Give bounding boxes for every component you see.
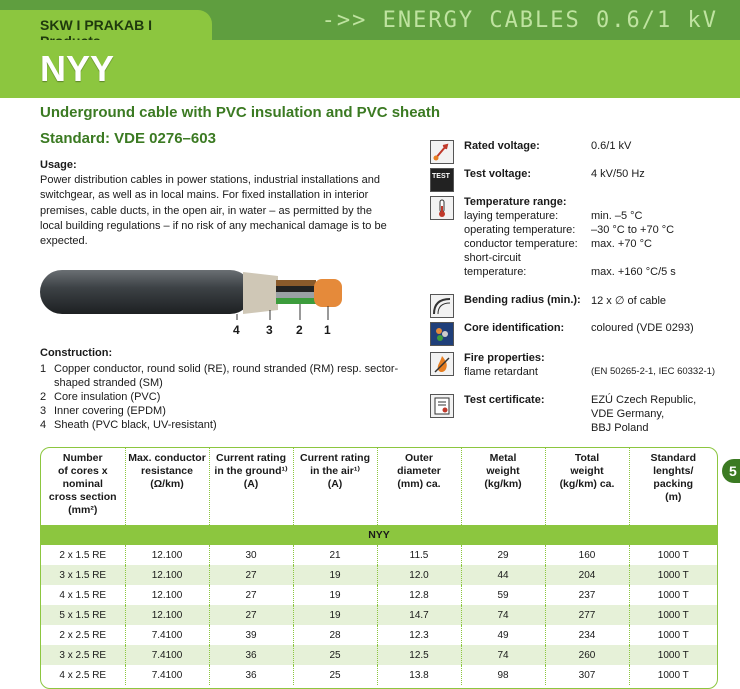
construction-list — [40, 362, 400, 432]
table-cell: 27 — [209, 605, 293, 625]
table-row — [41, 585, 717, 605]
page-title: NYY — [40, 48, 115, 89]
copper-conductor — [314, 279, 342, 307]
table-cell: 13.8 — [377, 665, 461, 685]
construction-item: 2 Core insulation (PVC) — [40, 391, 161, 403]
table-cell: 3 x 2.5 RE — [41, 645, 125, 665]
table-cell: 3 x 1.5 RE — [41, 565, 125, 585]
table-cell: 12.100 — [125, 545, 209, 565]
table-cell: 7.4100 — [125, 665, 209, 685]
table-header-row — [41, 448, 717, 525]
table-cell: 30 — [209, 545, 293, 565]
page-number-badge: 5 — [722, 459, 740, 483]
bending-icon — [430, 294, 454, 318]
table-cell: 25 — [293, 645, 377, 665]
table-cell: 2 x 2.5 RE — [41, 625, 125, 645]
table-cell: 1000 T — [629, 645, 717, 665]
table-cell: 234 — [545, 625, 629, 645]
table-cell: 12.100 — [125, 565, 209, 585]
usage-heading: Usage: — [40, 159, 77, 171]
table-cell: 5 x 1.5 RE — [41, 605, 125, 625]
table-cell: 1000 T — [629, 605, 717, 625]
table-cell: 1000 T — [629, 565, 717, 585]
table-cell: 39 — [209, 625, 293, 645]
thermometer-icon — [430, 196, 454, 220]
table-cell: 260 — [545, 645, 629, 665]
table-cell: 14.7 — [377, 605, 461, 625]
table-cell: 74 — [461, 645, 545, 665]
inner-covering-layer — [243, 272, 278, 314]
table-cell: 4 x 2.5 RE — [41, 665, 125, 685]
core-green-yellow — [276, 298, 320, 304]
table-cell: 160 — [545, 545, 629, 565]
cable-illustration — [38, 262, 358, 340]
column-header: Total weight (kg/km) ca. — [545, 448, 629, 525]
table-row — [41, 665, 717, 685]
test-icon: TEST — [430, 168, 454, 192]
table-cell: 12.100 — [125, 585, 209, 605]
table-cell: 21 — [293, 545, 377, 565]
table-cell: 307 — [545, 665, 629, 685]
column-header: Number of cores x nominal cross section (mm²) — [41, 448, 125, 525]
column-header: Metal weight (kg/km) — [461, 448, 545, 525]
series-label: ->> ENERGY CABLES 0.6/1 kV — [321, 8, 718, 33]
construction-heading: Construction: — [40, 347, 113, 359]
table-cell: 36 — [209, 665, 293, 685]
usage-text: Power distribution cables in power stations, industrial installations and switchgear, as well as in local mains. For fixed installation in interior premises, cable ducts, in the open air, in water – as permitted by the local building regulations – if no risk of any mechanical damage is to be expected. — [40, 174, 387, 248]
table-cell: 7.4100 — [125, 645, 209, 665]
table-cell: 98 — [461, 665, 545, 685]
standard-label: Standard: VDE 0276–603 — [40, 130, 216, 147]
sheath-layer — [40, 270, 252, 314]
product-subtitle: Underground cable with PVC insulation and PVC sheath — [40, 104, 441, 121]
table-cell: 12.5 — [377, 645, 461, 665]
table-cell: 12.0 — [377, 565, 461, 585]
cable-callout: 2 — [296, 323, 303, 337]
table-row — [41, 545, 717, 565]
table-cell: 29 — [461, 545, 545, 565]
cable-callout: 4 — [233, 323, 240, 337]
table-cell: 12.3 — [377, 625, 461, 645]
table-cell: 74 — [461, 605, 545, 625]
core-brown — [276, 280, 316, 286]
cable-callout: 1 — [324, 323, 331, 337]
table-cell: 19 — [293, 585, 377, 605]
table-cell: 277 — [545, 605, 629, 625]
column-header: Current rating in the ground¹⁾ (A) — [209, 448, 293, 525]
table-cell: 237 — [545, 585, 629, 605]
fire-icon — [430, 352, 454, 376]
table-cell: 36 — [209, 645, 293, 665]
specs-table-container — [40, 447, 718, 689]
table-cell: 25 — [293, 665, 377, 685]
table-row — [41, 625, 717, 645]
voltage-icon — [430, 140, 454, 164]
table-cell: 19 — [293, 605, 377, 625]
table-cell: 44 — [461, 565, 545, 585]
table-cell: 27 — [209, 585, 293, 605]
table-cell: 59 — [461, 585, 545, 605]
column-header: Max. conductor resistance (Ω/km) — [125, 448, 209, 525]
table-row — [41, 645, 717, 665]
construction-item: 4 Sheath (PVC black, UV-resistant) — [40, 419, 217, 431]
table-row — [41, 565, 717, 585]
table-cell: 204 — [545, 565, 629, 585]
table-cell: 19 — [293, 565, 377, 585]
table-cell: 1000 T — [657, 549, 689, 561]
breadcrumb: SKW I PRAKAB I — [40, 17, 152, 33]
table-cell: 11.5 — [377, 545, 461, 565]
table-cell: 1000 T — [657, 589, 689, 601]
cores-icon — [430, 322, 454, 346]
table-cell: 7.4100 — [125, 625, 209, 645]
table-cell: 2 x 1.5 RE — [41, 545, 125, 565]
column-header: Outer diameter (mm) ca. — [377, 448, 461, 525]
cable-callout: 3 — [266, 323, 273, 337]
table-cell: 12.8 — [377, 585, 461, 605]
table-section-row: NYY — [41, 525, 717, 545]
table-cell: 28 — [293, 625, 377, 645]
column-header: Standard lenghts/ packing (m) — [650, 452, 696, 503]
table-cell: 49 — [461, 625, 545, 645]
construction-item: 1 Copper conductor, round solid (RE), round stranded (RM) resp. sector-shaped stranded (SM) — [40, 363, 399, 389]
table-cell: 27 — [209, 565, 293, 585]
table-cell: 1000 T — [657, 629, 689, 641]
column-header: Current rating in the air¹⁾ (A) — [293, 448, 377, 525]
breadcrumb-tab[interactable] — [0, 10, 212, 40]
construction-item: 3 Inner covering (EPDM) — [40, 405, 166, 417]
certificate-icon — [430, 394, 454, 418]
table-cell: 1000 T — [657, 669, 689, 681]
table-cell: 4 x 1.5 RE — [41, 585, 125, 605]
table-row — [41, 605, 717, 625]
table-cell: 12.100 — [125, 605, 209, 625]
cable-specs-table — [41, 448, 717, 685]
